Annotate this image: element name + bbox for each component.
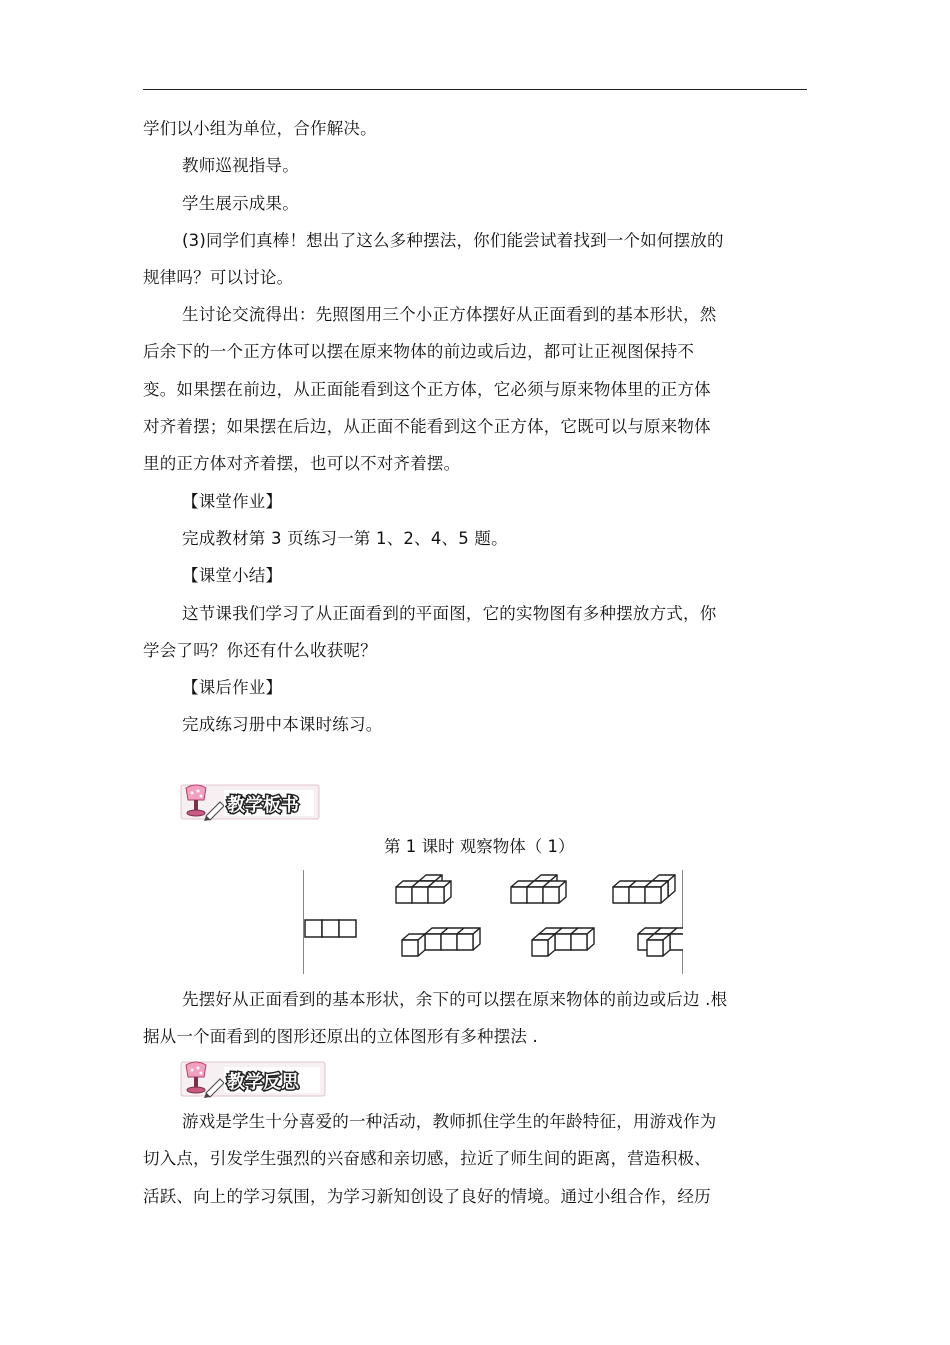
board-title: 第 1 课时 观察物体（ 1） xyxy=(384,837,575,856)
paragraph-line: 完成练习册中本课时练习。 xyxy=(182,715,383,734)
paragraph-line: 学会了吗？你还有什么收获呢？ xyxy=(143,641,377,660)
cube xyxy=(402,934,425,956)
board-summary-line: 据从一个面看到的图形还原出的立体图形有多种摆法 . xyxy=(143,1027,538,1046)
cube xyxy=(532,934,555,956)
cube xyxy=(428,881,451,903)
section-heading: 【课堂作业】 xyxy=(182,492,283,511)
reflection-badge-label: 教学反思 xyxy=(227,1072,299,1093)
board-badge-label: 教学板书 xyxy=(227,795,299,816)
cube xyxy=(571,928,594,950)
paragraph-line: 生讨论交流得出：先照图用三个小正方体摆好从正面看到的基本形状，然 xyxy=(182,305,717,324)
lamp-icon xyxy=(186,785,206,816)
lamp-icon xyxy=(186,1062,206,1093)
paragraph-line: 变。如果摆在前边，从正面能看到这个正方体，它必须与原来物体里的正方体 xyxy=(143,380,711,399)
front-view-squares xyxy=(305,920,356,937)
reflection-badge xyxy=(180,1059,326,1099)
cube xyxy=(645,881,668,903)
paragraph-line: 完成教材第 3 页练习一第 1、2、4、5 题。 xyxy=(182,529,508,548)
section-heading: 【课后作业】 xyxy=(182,678,283,697)
paragraph-line: (3)同学们真棒！想出了这么多种摆法，你们能尝试着找到一个如何摆放的 xyxy=(182,231,724,250)
paragraph-line: 里的正方体对齐着摆，也可以不对齐着摆。 xyxy=(143,454,461,473)
paragraph-line: 对齐着摆；如果摆在后边，从正面不能看到这个正方体，它既可以与原来物体 xyxy=(143,417,711,436)
paragraph-line: 学生展示成果。 xyxy=(182,194,299,213)
section-heading: 【课堂小结】 xyxy=(182,566,283,585)
cube-arrangements-figure xyxy=(303,870,683,974)
paragraph-line: 规律吗？可以讨论。 xyxy=(143,268,294,287)
paragraph-line: 这节课我们学习了从正面看到的平面图，它的实物图有多种摆放方式，你 xyxy=(182,604,717,623)
paragraph-line: 教师巡视指导。 xyxy=(182,156,299,175)
board-badge xyxy=(180,782,320,822)
header-rule xyxy=(143,89,807,90)
reflection-line: 游戏是学生十分喜爱的一种活动，教师抓住学生的年龄特征，用游戏作为 xyxy=(182,1112,717,1131)
paragraph-line: 学们以小组为单位，合作解决。 xyxy=(143,119,377,138)
cube xyxy=(457,928,480,950)
reflection-line: 活跃、向上的学习氛围，为学习新知创设了良好的情境。通过小组合作，经历 xyxy=(143,1187,711,1206)
paragraph-line: 后余下的一个正方体可以摆在原来物体的前边或后边，都可让正视图保持不 xyxy=(143,342,695,361)
board-summary-line: 先摆好从正面看到的基本形状，余下的可以摆在原来物体的前边或后边 .根 xyxy=(182,990,728,1009)
cube xyxy=(647,934,670,956)
cube xyxy=(543,881,566,903)
reflection-line: 切入点，引发学生强烈的兴奋感和亲切感，拉近了师生间的距离，营造积极、 xyxy=(143,1149,711,1168)
